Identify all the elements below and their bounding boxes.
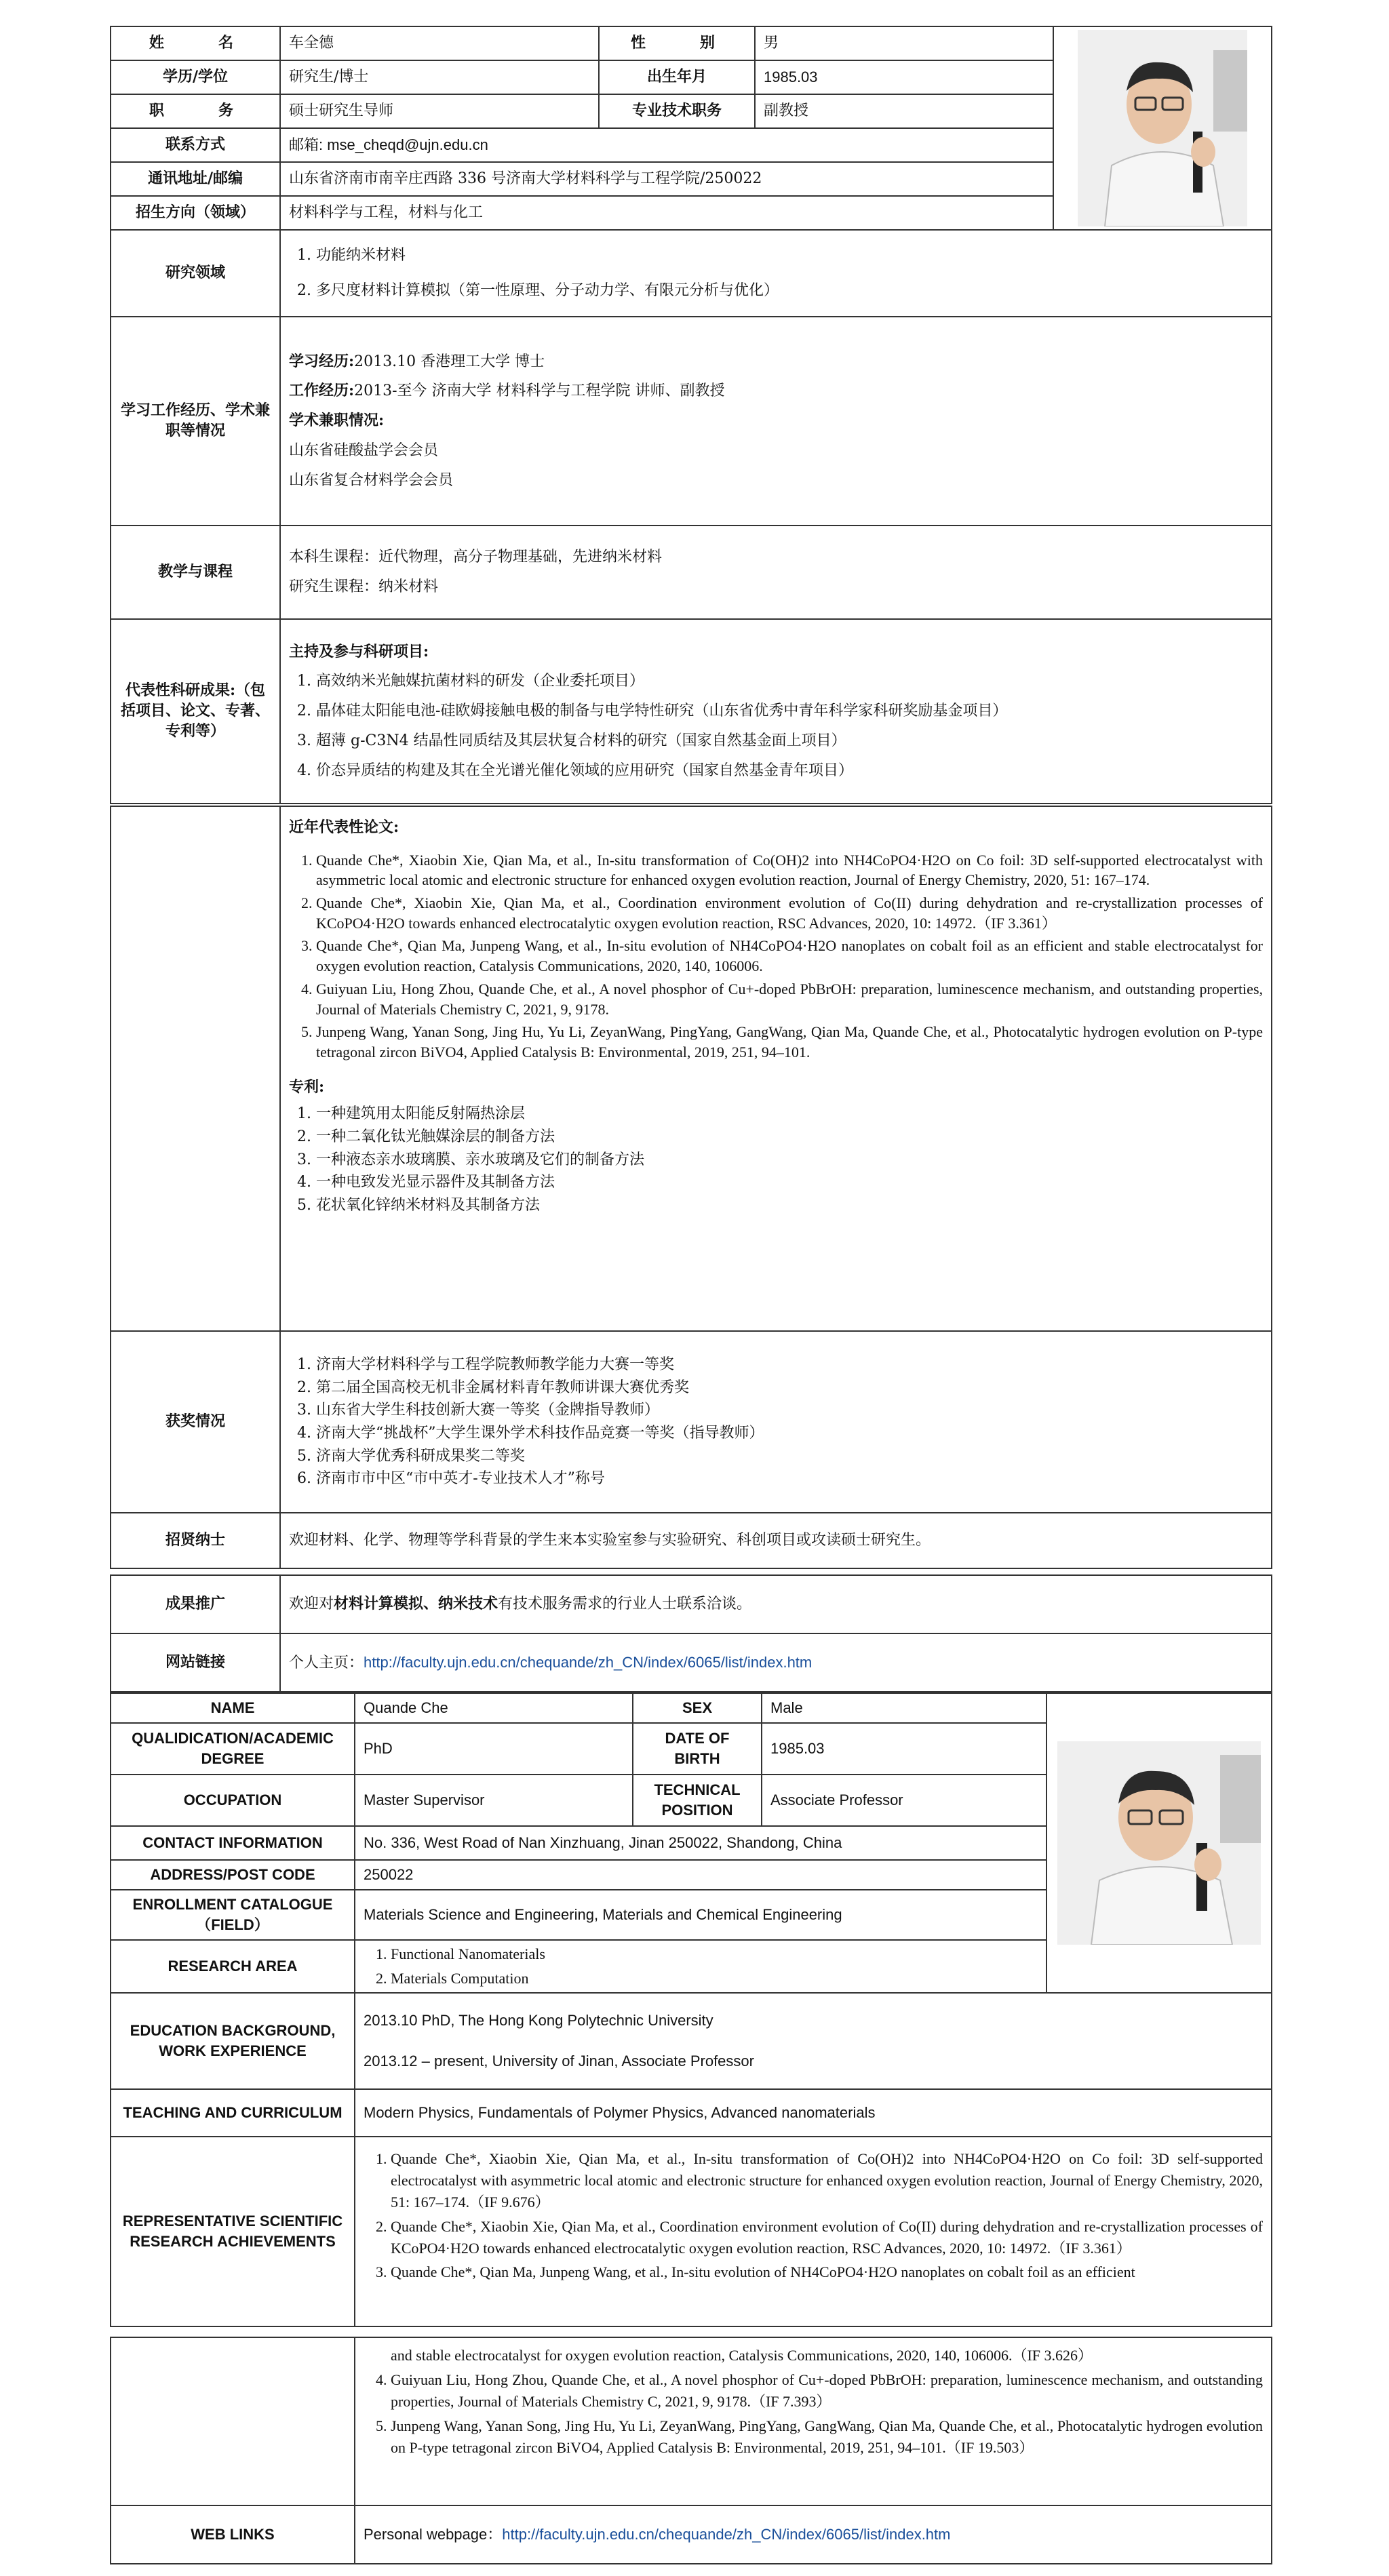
en-photo-cell bbox=[1046, 1693, 1272, 1993]
portrait-photo bbox=[1078, 30, 1247, 226]
patent-item: 5. 花状氧化锌纳米材料及其制备方法 bbox=[316, 1195, 1263, 1216]
patent-item: 2. 一种二氧化钛光触媒涂层的制备方法 bbox=[316, 1127, 1263, 1147]
patent-item: 4. 一种电致发光显示器件及其制备方法 bbox=[316, 1172, 1263, 1193]
cn-papers-side bbox=[111, 806, 280, 1331]
cn-links-table bbox=[110, 1574, 1272, 1692]
award-item: 1. 济南大学材料科学与工程学院教师教学能力大赛一等奖 bbox=[316, 1355, 1263, 1375]
promo-post: 有技术服务需求的行业人士联系洽谈。 bbox=[498, 1596, 752, 1613]
edu-value: 2013.10 香港理工大学 博士 bbox=[354, 353, 545, 370]
award-item: 6. 济南市市中区“市中英才-专业技术人才”称号 bbox=[316, 1469, 1263, 1489]
en-technical-value: Associate Professor bbox=[762, 1775, 1046, 1826]
cn-awards-cell bbox=[280, 1331, 1272, 1513]
cn-enroll-label: 招生方向（领域） bbox=[111, 196, 280, 230]
cn-teaching-cell bbox=[280, 526, 1272, 619]
cn-papers-table bbox=[110, 806, 1272, 1569]
en-education-cell bbox=[355, 1993, 1272, 2089]
cn-homepage-link[interactable]: http://faculty.ujn.edu.cn/chequande/zh_CN/index/6065/list/index.htm bbox=[364, 1653, 813, 1671]
paper-item: 1. Quande Che*, Xiaobin Xie, Qian Ma, et al., In-situ transformation of Co(OH)2 into NH4CoPO4·H2O on Co foil: 3D self-supported electrocatalyst with asymmetric local atomic and electronic structure for enhanced oxygen evolution reaction, Journal of Energy Chemistry, 2020, 51: 167–174. bbox=[316, 850, 1263, 890]
web-prefix: 个人主页： bbox=[289, 1654, 364, 1671]
cn-title-value: 副教授 bbox=[755, 94, 1053, 128]
cn-teaching-label: 教学与课程 bbox=[111, 526, 280, 619]
en-name-label: NAME bbox=[111, 1693, 355, 1723]
cn-achievements-label: 代表性科研成果:（包括项目、论文、专著、专利等） bbox=[111, 619, 280, 804]
en-papers-cont-cell bbox=[355, 2337, 1272, 2505]
paper-item: 2. Quande Che*, Xiaobin Xie, Qian Ma, et al., Coordination environment evolution of Co(II) during dehydration and re-crystallization processes of KCoPO4·H2O towards enhanced electrocatalytic oxygen evolution reaction, RSC Advances, 2020, 10: 14972.（IF 3.361） bbox=[391, 2216, 1263, 2259]
patents-head: 专利: bbox=[289, 1077, 325, 1096]
cn-name-label: 姓 名 bbox=[111, 26, 280, 60]
cn-recruit-label: 招贤纳士 bbox=[111, 1513, 280, 1568]
cn-title-label: 专业技术职务 bbox=[599, 94, 755, 128]
list-item: 1. 高效纳米光触媒抗菌材料的研发（企业委托项目） bbox=[316, 671, 1263, 692]
patent-item: 1. 一种建筑用太阳能反射隔热涂层 bbox=[316, 1104, 1263, 1124]
list-item: 4. 价态异质结的构建及其在全光谱光催化领域的应用研究（国家自然基金青年项目） bbox=[316, 761, 1263, 781]
promo-pre: 欢迎对 bbox=[289, 1596, 334, 1613]
en-papers-table bbox=[110, 2337, 1272, 2564]
en-technical-label: TECHNICAL POSITION bbox=[633, 1775, 762, 1826]
cn-position-label: 职 务 bbox=[111, 94, 280, 128]
cn-recruit-value: 欢迎材料、化学、物理等学科背景的学生来本实验室参与实验研究、科创项目或攻读硕士研究生。 bbox=[280, 1513, 1272, 1568]
en-occupation-label: OCCUPATION bbox=[111, 1775, 355, 1826]
award-item: 2. 第二届全国高校无机非金属材料青年教师讲课大赛优秀奖 bbox=[316, 1378, 1263, 1398]
paper-continuation: and stable electrocatalyst for oxygen evolution reaction, Catalysis Communications, 2020, 140, 106006.（IF 3.626） bbox=[391, 2347, 1093, 2364]
cn-web-cell bbox=[280, 1633, 1272, 1692]
cn-degree-label: 学历/学位 bbox=[111, 60, 280, 94]
cn-photo-cell bbox=[1053, 26, 1272, 230]
cn-address-value: 山东省济南市南辛庄西路 336 号济南大学材料科学与工程学院/250022 bbox=[280, 162, 1053, 196]
parttime-item: 山东省复合材料学会会员 bbox=[289, 471, 454, 489]
cn-research-cell bbox=[280, 230, 1272, 317]
education-line: 2013.10 PhD, The Hong Kong Polytechnic University bbox=[364, 2012, 713, 2029]
en-web-label: WEB LINKS bbox=[111, 2505, 355, 2564]
cn-address-label: 通讯地址/邮编 bbox=[111, 162, 280, 196]
cn-promo-cell bbox=[280, 1575, 1272, 1633]
en-name-value: Quande Che bbox=[355, 1693, 633, 1723]
cn-awards-label: 获奖情况 bbox=[111, 1331, 280, 1513]
en-birth-label: DATE OF BIRTH bbox=[633, 1723, 762, 1775]
cn-sex-label: 性 别 bbox=[599, 26, 755, 60]
cn-promo-label: 成果推广 bbox=[111, 1575, 280, 1633]
en-web-cell bbox=[355, 2505, 1272, 2564]
award-item: 3. 山东省大学生科技创新大赛一等奖（金牌指导教师） bbox=[316, 1400, 1263, 1421]
education-line: 2013.12 – present, University of Jinan, Associate Professor bbox=[364, 2053, 754, 2069]
en-occupation-value: Master Supervisor bbox=[355, 1775, 633, 1826]
award-item: 5. 济南大学优秀科研成果奖二等奖 bbox=[316, 1446, 1263, 1467]
teaching-line: 研究生课程：纳米材料 bbox=[289, 578, 439, 595]
en-enroll-label: ENROLLMENT CATALOGUE（FIELD） bbox=[111, 1890, 355, 1940]
paper-item: 4. Guiyuan Liu, Hong Zhou, Quande Che, et al., A novel phosphor of Cu+-doped PbBrOH: preparation, luminescence mechanism, and outstanding properties, Journal of Materials Chemistry C, 2021, 9, 9178.（IF 7.393） bbox=[391, 2369, 1263, 2413]
en-enroll-value: Materials Science and Engineering, Materials and Chemical Engineering bbox=[355, 1890, 1046, 1940]
teaching-line: 本科生课程：近代物理，高分子物理基础，先进纳米材料 bbox=[289, 549, 663, 566]
en-birth-value: 1985.03 bbox=[762, 1723, 1046, 1775]
cn-sex-value: 男 bbox=[755, 26, 1053, 60]
cn-papers-cell bbox=[280, 806, 1272, 1331]
paper-item: 2. Quande Che*, Xiaobin Xie, Qian Ma, et al., Coordination environment evolution of Co(II) during dehydration and re-crystallization processes of KCoPO4·H2O towards enhanced electrocatalytic oxygen evolution reaction, RSC Advances, 2020, 10: 14972.（IF 3.361） bbox=[316, 893, 1263, 933]
en-sex-value: Male bbox=[762, 1693, 1046, 1723]
cn-birth-value: 1985.03 bbox=[755, 60, 1053, 94]
award-item: 4. 济南大学“挑战杯”大学生课外学术科技作品竞赛一等奖（指导教师） bbox=[316, 1423, 1263, 1444]
en-teaching-label: TEACHING AND CURRICULUM bbox=[111, 2089, 355, 2137]
en-papers-cell bbox=[355, 2137, 1272, 2326]
cn-research-label: 研究领域 bbox=[111, 230, 280, 317]
cn-name-value: 车全德 bbox=[280, 26, 599, 60]
paper-item: 3. Quande Che*, Qian Ma, Junpeng Wang, et al., In-situ evolution of NH4CoPO4·H2O nanoplates on cobalt foil as an efficient and stable electrocatalyst for oxygen evolution reaction, Catalysis Communications, 2020, 140, 106006. bbox=[316, 936, 1263, 976]
paper-item: 5. Junpeng Wang, Yanan Song, Jing Hu, Yu Li, ZeyanWang, PingYang, GangWang, Qian Ma, Quande Che, et al., Photocatalytic hydrogen evolution on P-type tetragonal zircon BiVO4, Applied Catalysis B: Environmental, 2019, 251, 94–101.（IF 19.503） bbox=[391, 2415, 1263, 2459]
cn-contact-value: 邮箱: mse_cheqd@ujn.edu.cn bbox=[280, 128, 1053, 162]
promo-bold: 材料计算模拟、纳米技术 bbox=[334, 1595, 498, 1613]
portrait-photo bbox=[1057, 1741, 1261, 1945]
edu-head: 学习经历: bbox=[289, 352, 355, 370]
paper-item: 5. Junpeng Wang, Yanan Song, Jing Hu, Yu Li, ZeyanWang, PingYang, GangWang, Qian Ma, Quande Che, et al., Photocatalytic hydrogen evolution on P-type tetragonal zircon BiVO4, Applied Catalysis B: Environmental, 2019, 251, 94–101. bbox=[316, 1022, 1263, 1062]
en-web-prefix: Personal webpage： bbox=[364, 2526, 503, 2543]
en-research-label: RESEARCH AREA bbox=[111, 1940, 355, 1993]
en-degree-value: PhD bbox=[355, 1723, 633, 1775]
en-contact-value: No. 336, West Road of Nan Xinzhuang, Jinan 250022, Shandong, China bbox=[355, 1826, 1046, 1860]
paper-item: 4. Guiyuan Liu, Hong Zhou, Quande Che, et al., A novel phosphor of Cu+-doped PbBrOH: preparation, luminescence mechanism, and outstanding properties, Journal of Materials Chemistry C, 2021, 9, 9178. bbox=[316, 979, 1263, 1019]
parttime-head: 学术兼职情况: bbox=[289, 412, 385, 430]
projects-head: 主持及参与科研项目: bbox=[289, 642, 429, 660]
en-teaching-value: Modern Physics, Fundamentals of Polymer Physics, Advanced nanomaterials bbox=[355, 2089, 1272, 2137]
en-sex-label: SEX bbox=[633, 1693, 762, 1723]
cn-enroll-value: 材料科学与工程，材料与化工 bbox=[280, 196, 1053, 230]
list-item: 2. 多尺度材料计算模拟（第一性原理、分子动力学、有限元分析与优化） bbox=[316, 281, 1263, 301]
en-contact-label: CONTACT INFORMATION bbox=[111, 1826, 355, 1860]
papers-head: 近年代表性论文: bbox=[289, 818, 399, 836]
cn-profile-table bbox=[110, 26, 1272, 804]
cn-degree-value: 研究生/博士 bbox=[280, 60, 599, 94]
en-address-value: 250022 bbox=[355, 1860, 1046, 1890]
parttime-item: 山东省硅酸盐学会会员 bbox=[289, 441, 439, 459]
cn-experience-cell bbox=[280, 317, 1272, 526]
en-degree-label: QUALIDICATION/ACADEMIC DEGREE bbox=[111, 1723, 355, 1775]
list-item: 1. Functional Nanomaterials bbox=[391, 1943, 1038, 1965]
patent-item: 3. 一种液态亲水玻璃膜、亲水玻璃及它们的制备方法 bbox=[316, 1150, 1263, 1170]
paper-item: 3. Quande Che*, Qian Ma, Junpeng Wang, et al., In-situ evolution of NH4CoPO4·H2O nanoplates on cobalt foil as an efficient bbox=[391, 2261, 1263, 2283]
list-item: 3. 超薄 g-C3N4 结晶性同质结及其层状复合材料的研究（国家自然基金面上项目） bbox=[316, 731, 1263, 751]
paper-item: 1. Quande Che*, Xiaobin Xie, Qian Ma, et al., In-situ transformation of Co(OH)2 into NH4CoPO4·H2O on Co foil: 3D self-supported electrocatalyst with asymmetric local atomic and electronic structure for enhanced oxygen evolution reaction, Journal of Energy Chemistry, 2020, 51: 167–174.（IF 9.676） bbox=[391, 2148, 1263, 2213]
cn-experience-label: 学习工作经历、学术兼职等情况 bbox=[111, 317, 280, 526]
en-homepage-link[interactable]: http://faculty.ujn.edu.cn/chequande/zh_CN/index/6065/list/index.htm bbox=[502, 2526, 951, 2543]
cn-projects-cell bbox=[280, 619, 1272, 804]
en-education-label: EDUCATION BACKGROUND, WORK EXPERIENCE bbox=[111, 1993, 355, 2089]
work-value: 2013-至今 济南大学 材料科学与工程学院 讲师、副教授 bbox=[354, 382, 725, 400]
work-head: 工作经历: bbox=[289, 382, 355, 400]
cn-contact-label: 联系方式 bbox=[111, 128, 280, 162]
list-item: 2. 晶体硅太阳能电池-硅欧姆接触电极的制备与电学特性研究（山东省优秀中青年科学家科研奖励基金项目） bbox=[316, 701, 1263, 721]
en-address-label: ADDRESS/POST CODE bbox=[111, 1860, 355, 1890]
list-item: 2. Materials Computation bbox=[391, 1968, 1038, 1989]
en-achievements-label: REPRESENTATIVE SCIENTIFIC RESEARCH ACHIEVEMENTS bbox=[111, 2137, 355, 2326]
cn-birth-label: 出生年月 bbox=[599, 60, 755, 94]
en-papers-side bbox=[111, 2337, 355, 2505]
en-profile-table bbox=[110, 1692, 1272, 2327]
list-item: 1. 功能纳米材料 bbox=[316, 245, 1263, 266]
en-research-cell bbox=[355, 1940, 1046, 1993]
cn-web-label: 网站链接 bbox=[111, 1633, 280, 1692]
cn-position-value: 硕士研究生导师 bbox=[280, 94, 599, 128]
